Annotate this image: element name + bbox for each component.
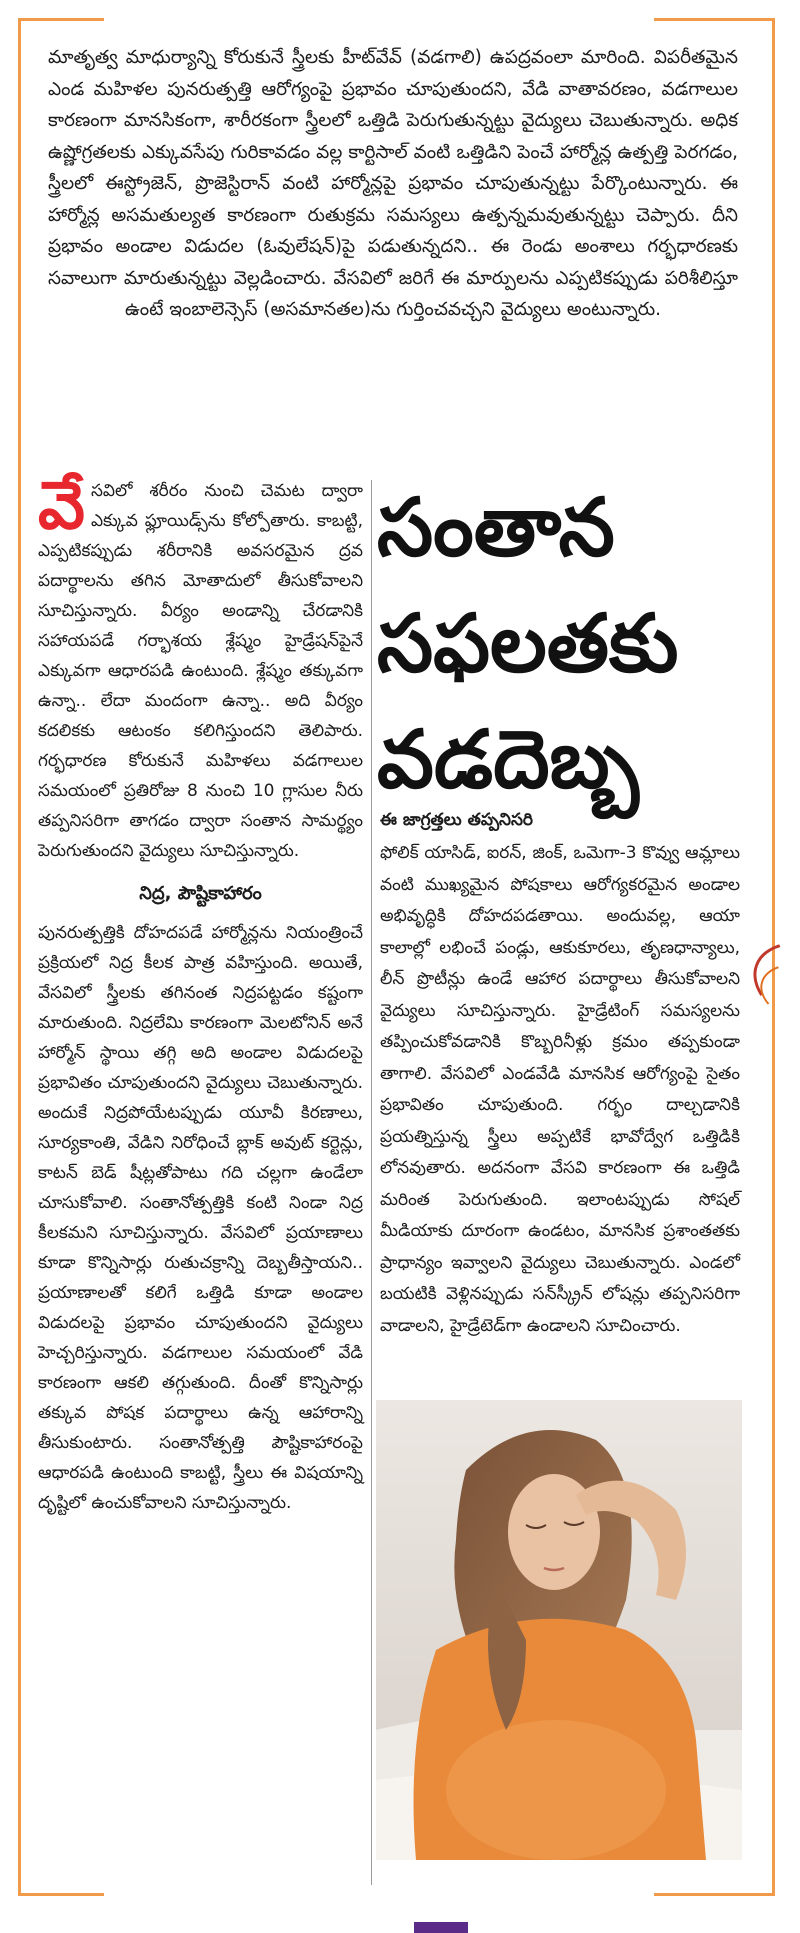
headline-line-1: సంతాన	[377, 481, 615, 574]
right-subheading: ఈ జాగ్రత్తలు తప్పనిసరి	[380, 810, 534, 830]
page-tab-marker	[414, 1922, 468, 1933]
column-divider	[371, 480, 372, 1885]
frame-left	[18, 18, 21, 1896]
frame-bottom-right	[654, 1893, 775, 1896]
headline-line-3: వడదెబ్బ	[377, 713, 640, 806]
headline-line-2: సఫలతకు	[377, 597, 679, 690]
left-paragraph-2: పునరుత్పత్తికి దోహదపడే హార్మోన్లను నియంత్రించే ప్రక్రియలో నిద్ర కీలక పాత్ర వహిస్తుంది. అయితే, వేసవిలో స్త్రీలకు తగినంత నిద్రపట్టడం కష్టంగా మారుతుంది. నిద్రలేమి కారణంగా మెలటోనిన్ అనే హార్మోన్ స్థాయి తగ్గి అది అండాల విడుదలపై ప్రభావితం చూపుతుందని వైద్యులు చెబుతున్నారు. అందుకే నిద్రపోయేటప్పుడు యూవీ కిరణాలు, సూర్యకాంతి, వేడిని నిరోధించే బ్లాక్ అవుట్ కర్టెన్లు, కాటన్ బెడ్ షీట్లతోపాటు గది చల్లగా ఉండేలా చూసుకోవాలి. సంతానోత్పత్తికి కంటి నిండా నిద్ర కీలకమని సూచిస్తున్నారు. వేసవిలో ప్రయాణాలు కూడా కొన్నిసార్లు రుతుచక్రాన్ని దెబ్బతీస్తాయని.. ప్రయాణాలతో కలిగే ఒత్తిడి కూడా అండాల విడుదలపై ప్రభావం చూపుతుందని వైద్యులు హెచ్చరిస్తున్నారు. వడగాలుల సమయంలో వేడి కారణంగా ఆకలి తగ్గుతుంది. దీంతో కొన్నిసార్లు తక్కువ పోషక పదార్థాలు ఉన్న ఆహారాన్ని తీసుకుంటారు. సంతానోత్పత్తి పౌష్టికాహారంపై ఆధారపడి ఉంటుంది కాబట్టి, స్త్రీలు ఈ విషయాన్ని దృష్టిలో ఉంచుకోవాలని సూచిస్తున్నారు.	[38, 923, 363, 1513]
article-photo	[376, 1400, 742, 1860]
frame-bottom-left	[18, 1893, 104, 1896]
frame-top-left	[18, 18, 104, 21]
drop-cap: వే	[38, 467, 85, 544]
frame-top-right	[654, 18, 774, 21]
left-column	[38, 467, 363, 1518]
left-subheading: నిద్ర, పౌష్టికాహారం	[139, 883, 262, 904]
left-paragraph-1: సవిలో శరీరం నుంచి చెమట ద్వారా ఎక్కువ ఫ్లూయిడ్స్‌ను కోల్పోతారు. కాబట్టి, ఎప్పటికప్పుడు శరీరానికి అవసరమైన ద్రవ పదార్థాలను తగిన మోతాదులో తీసుకోవాలని సూచిస్తున్నారు. వీర్యం అండాన్ని చేరడానికి సహాయపడే గర్భాశయ శ్లేష్మం హైడ్రేషన్‌పైనే ఎక్కువగా ఆధారపడి ఉంటుంది. శ్లేష్మం తక్కువగా ఉన్నా.. లేదా మందంగా ఉన్నా.. అది వీర్యం కదలికకు ఆటంకం కలిగిస్తుందని తెలిపారు. గర్భధారణ కోరుకునే మహిళలు వడగాలుల సమయంలో ప్రతిరోజు 8 నుంచి 10 గ్లాసుల నీరు తప్పనిసరిగా తాగడం ద్వారా సంతాన సామర్థ్యం పెరుగుతుందని వైద్యులు సూచిస్తున్నారు.	[38, 481, 363, 861]
intro-paragraph: మాతృత్వ మాధుర్యాన్ని కోరుకునే స్త్రీలకు హీట్‌వేవ్ (వడగాలి) ఉపద్రవంలా మారింది. విపరీతమైన ఎండ మహిళల పునరుత్పత్తి ఆరోగ్యంపై ప్రభావం చూపుతుందని, వేడి వాతావరణం, వడగాలుల కారణంగా మానసికంగా, శారీరకంగా స్త్రీలలో ఒత్తిడి పెరుగుతున్నట్టు వైద్యులు చెబుతున్నారు. అధిక ఉష్ణోగ్రతలకు ఎక్కువసేపు గురికావడం వల్ల కార్టిసాల్ వంటి ఒత్తిడిని పెంచే హార్మోన్ల ఉత్పత్తి పెరగడం, స్త్రీలలో ఈస్ట్రోజెన్, ప్రొజెస్టిరాన్ వంటి హార్మోన్లపై ప్రభావం చూపుతున్నట్టు పేర్కొంటున్నారు. ఈ హార్మోన్ల అసమతుల్యత కారణంగా రుతుక్రమ సమస్యలు ఉత్పన్నమవుతున్నట్టు చెప్పారు. దీని ప్రభావం అండాల విడుదల (ఓవులేషన్)పై పడుతున్నదని.. ఈ రెండు అంశాలు గర్భధారణకు సవాలుగా మారుతున్నట్టు వెల్లడించారు. వేసవిలో జరిగే ఈ మార్పులను ఎప్పటికప్పుడు పరిశీలిస్తూ ఉంటే ఇంబాలెన్సెస్ (అసమానతల)ను గుర్తించవచ్చని వైద్యులు అంటున్నారు.	[48, 47, 738, 320]
right-paragraph: ఫోలిక్ యాసిడ్, ఐరన్, జింక్, ఒమెగా-3 కొవ్వు ఆమ్లాలు వంటి ముఖ్యమైన పోషకాలు ఆరోగ్యకరమైన అండాల అభివృద్ధికి దోహదపడతాయి. అందువల్ల, ఆయా కాలాల్లో లభించే పండ్లు, ఆకుకూరలు, తృణధాన్యాలు, లీన్ ప్రొటీన్లు ఉండే ఆహార పదార్థాలు తీసుకోవాలని వైద్యులు సూచిస్తున్నారు. హైడ్రేటింగ్ సమస్యలను తప్పించుకోవడానికి కొబ్బరినీళ్లు క్రమం తప్పకుండా తాగాలి. వేసవిలో ఎండవేడి మానసిక ఆరోగ్యంపై సైతం ప్రభావితం చూపుతుంది. గర్భం దాల్చడానికి ప్రయత్నిస్తున్న స్త్రీలు అప్పటికే భావోద్వేగ ఒత్తిడికి లోనవుతారు. అదనంగా వేసవి కారణంగా ఈ ఒత్తిడి మరింత పెరుగుతుంది. ఇలాంటప్పుడు సోషల్ మీడియాకు దూరంగా ఉండటం, మానసిక ప్రశాంతతకు ప్రాధాన్యం ఇవ్వాలని వైద్యులు చెబుతున్నారు. ఎండలో బయటికి వెళ్లినప్పుడు సన్‌స్క్రీన్ లోషన్లు తప్పనిసరిగా వాడాలని, హైడ్రేటెడ్‌గా ఉండాలని సూచించారు.	[380, 843, 740, 1336]
headline	[377, 470, 749, 818]
